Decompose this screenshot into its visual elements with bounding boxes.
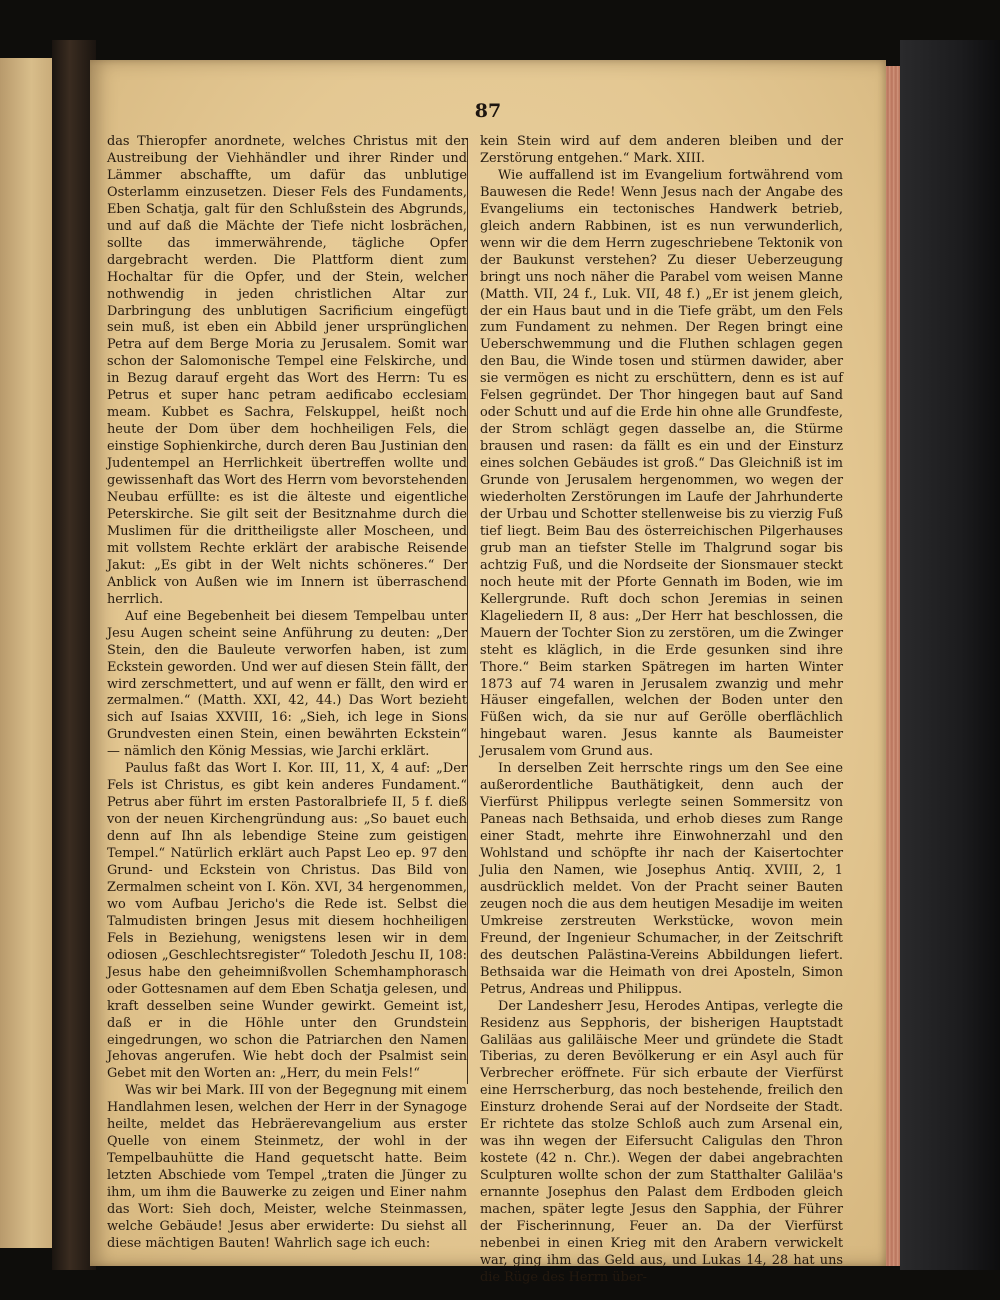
paragraph: In derselben Zeit herrschte rings um den See eine außerordentliche Bauthätigkeit, denn auch der Vierfürst Philippus verlegte seinen Sommersitz von Paneas nach Bethsaida, und erhob dieses zum Range einer Stadt, mehrte ihre Einwohnerzahl und den Wohlstand und schöpfte ihr nach der Kaisertochter Julia den Namen, wie Josephus Antiq. XVIII, 2, 1 ausdrücklich meldet. Von der Pracht seiner Bauten zeugen noch die aus dem heutigen Mesadije im weiten Umkreise zerstreuten Werkstücke, wovon mein Freund, der Ingenieur Schumacher, in der Zeitschrift des deutschen Palästina-Vereins Abbildungen liefert. Bethsaida war die Heimath von drei Aposteln, Simon Petrus, Andreas und Philippus.: [480, 761, 843, 997]
left-text-column: [107, 134, 467, 1253]
paragraph: Wie auffallend ist im Evangelium fortwährend vom Bauwesen die Rede! Wenn Jesus nach der Angabe des Evangeliums ein tectonisches Handwerk betrieb, gleich andern Rabbinen, ist es nun verwunderlich, wenn wir die dem Herrn zugeschriebene Tektonik von der Baukunst verstehen? Zu dieser Ueberzeugung bringt uns noch näher die Parabel vom weisen Manne (Matth. VII, 24 f., Luk. VII, 48 f.) „Er ist jenem gleich, der ein Haus baut und in die Tiefe gräbt, um den Fels zum Fundament zu nehmen. Der Regen bringt eine Ueberschwemmung und die Fluthen schlagen gegen den Bau, die Winde tosen und stürmen dawider, aber sie vermögen es nicht zu erschüttern, denn es ist auf Felsen gegründet. Der Thor hingegen baut auf Sand oder Schutt und auf die Erde hin ohne alle Grundfeste, der Strom schlägt gegen dasselbe an, die Stürme brausen und rasen: da fällt es ein und der Einsturz eines solchen Gebäudes ist groß.“ Das Gleichniß ist im Grunde von Jerusalem hergenommen, wo wegen der wiederholten Zerstörungen im Laufe der Jahrhunderte der Urbau und Schotter stellenweise bis zu vierzig Fuß tief liegt. Beim Bau des österreichischen Pilgerhauses grub man an tiefster Stelle im Thalgrund sogar bis achtzig Fuß, und die Nordseite der Sionsmauer steckt noch heute mit der Pforte Gennath im Boden, wie im Kellergrunde. Ruft doch schon Jeremias in seinen Klageliedern II, 8 aus: „Der Herr hat beschlossen, die Mauern der Tochter Sion zu zerstören, um die Zwinger steht es kläglich, in die Erde gesunken sind ihre Thore.“ Beim starken Spätregen im harten Winter 1873 auf 74 waren in Jerusalem zwanzig und mehr Häuser eingefallen, welchen der Boden unter den Füßen wich, da sie nur auf Gerölle oberflächlich hingebaut waren. Jesus kannte als Baumeister Jerusalem vom Grund aus.: [480, 167, 843, 760]
paragraph: Auf eine Begebenheit bei diesem Tempelbau unter Jesu Augen scheint seine Anführung zu deuten: „Der Stein, den die Bauleute verworfen haben, ist zum Eckstein geworden. Und wer auf diesen Stein fällt, der wird zerschmettert, und auf wenn er fällt, den wird er zermalmen.“ (Matth. XXI, 42, 44.) Das Wort bezieht sich auf Isaias XXVIII, 16: „Sieh, ich lege in Sions Grundvesten einen Stein, einen bewährten Eckstein“ — nämlich den König Messias, wie Jarchi erklärt.: [107, 608, 467, 760]
paragraph: Der Landesherr Jesu, Herodes Antipas, verlegte die Residenz aus Sepphoris, der bisherigen Hauptstadt Galiläas aus galiläische Meer und gründete die Stadt Tiberias, zu deren Bevölkerung er ein Asyl auch für Verbrecher eröffnete. Für sich erbaute der Vierfürst eine Herrscherburg, das noch bestehende, freilich den Einsturz drohende Serai auf der Nordseite der Stadt. Er richtete das stolze Schloß auch zum Arsenal ein, was ihn wegen der Eifersucht Caligulas den Thron kostete (42 n. Chr.). Wegen der dabei angebrachten Sculpturen wollte schon der zum Statthalter Galiläa's ernannte Josephus den Palast dem Erdboden gleich machen, später legte Jesus den Sapphia, der Führer der Fischerinnung, Feuer an. Da der Vierfürst nebenbei in einen Krieg mit den Arabern verwickelt war, ging ihm das Geld aus, und Lukas 14, 28 hat uns die Rüge des Herrn über-: [480, 998, 843, 1285]
book-page: [90, 60, 886, 1285]
paragraph: das Thieropfer anordnete, welches Christus mit der Austreibung der Viehhändler und ihrer Rinder und Lämmer abschaffte, um dafür das unblutige Osterlamm einzusetzen. Dieser Fels des Fundaments, Eben Schatja, galt für den Schlußstein des Abgrunds, und auf daß die Mächte der Tiefe nicht losbrächen, sollte das immerwährende, tägliche Opfer dargebracht werden. Die Plattform dient zum Hochaltar für die Opfer, und der Stein, welcher nothwendig in jeden christlichen Altar zur Darbringung des unblutigen Sacrificium eingefügt sein muß, ist eben ein Abbild jener ursprünglichen Petra auf dem Berge Moria zu Jerusalem. Somit war schon der Salomonische Tempel eine Felskirche, und in Bezug darauf ergeht das Wort des Herrn: Tu es Petrus et super hanc petram aedificabo ecclesiam meam. Kubbet es Sachra, Felskuppel, heißt noch heute der Dom über dem hochheiligen Fels, die einstige Sophienkirche, durch deren Bau Justinian den Judentempel an Herrlichkeit übertreffen wollte und gewissenhaft das Wort des Herrn vom bevorstehenden Neubau erfüllte: es ist die älteste und eigentliche Peterskirche. Sie gilt seit der Besitznahme durch die Muslimen für die drittheiligste aller Moscheen, und mit vollstem Rechte erklärt der arabische Reisende Jakut: „Es gibt in der Welt nichts schöneres.“ Der Anblick von Außen wie im Innern ist überraschend herrlich.: [107, 134, 467, 607]
page-edges: [886, 66, 900, 1266]
column-divider: [467, 138, 468, 1084]
paragraph: Was wir bei Mark. III von der Begegnung mit einem Handlahmen lesen, welchen der Herr in der Synagoge heilte, meldet das Hebräerevangelium aus erster Quelle von einem Steinmetz, der wohl in der Tempelbauhütte die Hand gequetscht hatte. Beim letzten Abschiede vom Tempel „traten die Jünger zu ihm, um ihm die Bauwerke zu zeigen und Einer nahm das Wort: Sieh doch, Meister, welche Steinmassen, welche Gebäude! Jesus aber erwiderte: Du siehst all diese mächtigen Bauten! Wahrlich sage ich euch:: [107, 1083, 467, 1251]
left-page-edge: [0, 58, 54, 1248]
book-cover: [900, 40, 1000, 1270]
paragraph: Paulus faßt das Wort I. Kor. III, 11, X, 4 auf: „Der Fels ist Christus, es gibt kein anderes Fundament.“ Petrus aber führt im ersten Pastoralbriefe II, 5 f. dieß von der neuen Kirchengründung aus: „So bauet euch denn auf Ihn als lebendige Steine zum geistigen Tempel.“ Natürlich erklärt auch Papst Leo ep. 97 den Grund- und Eckstein von Christus. Das Bild von Zermalmen scheint von I. Kön. XVI, 34 hergenommen, wo vom Aufbau Jericho's die Rede ist. Selbst die Talmudisten bringen Jesus mit diesem hochheiligen Fels in Beziehung, wenigstens lesen wir in dem odiosen „Geschlechtsregister“ Toledoth Jeschu II, 108: Jesus habe den geheimnißvollen Schemhamphorasch oder Gottesnamen auf dem Eben Schatja gelesen, und kraft desselben seine Wunder gewirkt. Gemeint ist, daß er in die Höhle unter den Grundstein eingedrungen, wo schon die Patriarchen den Namen Jehovas angerufen. Wie hebt doch der Psalmist sein Gebet mit den Worten an: „Herr, du mein Fels!“: [107, 761, 467, 1082]
paragraph: kein Stein wird auf dem anderen bleiben und der Zerstörung entgehen.“ Mark. XIII.: [480, 134, 843, 166]
right-text-column: [480, 134, 843, 1287]
page-number: 87: [474, 100, 502, 122]
